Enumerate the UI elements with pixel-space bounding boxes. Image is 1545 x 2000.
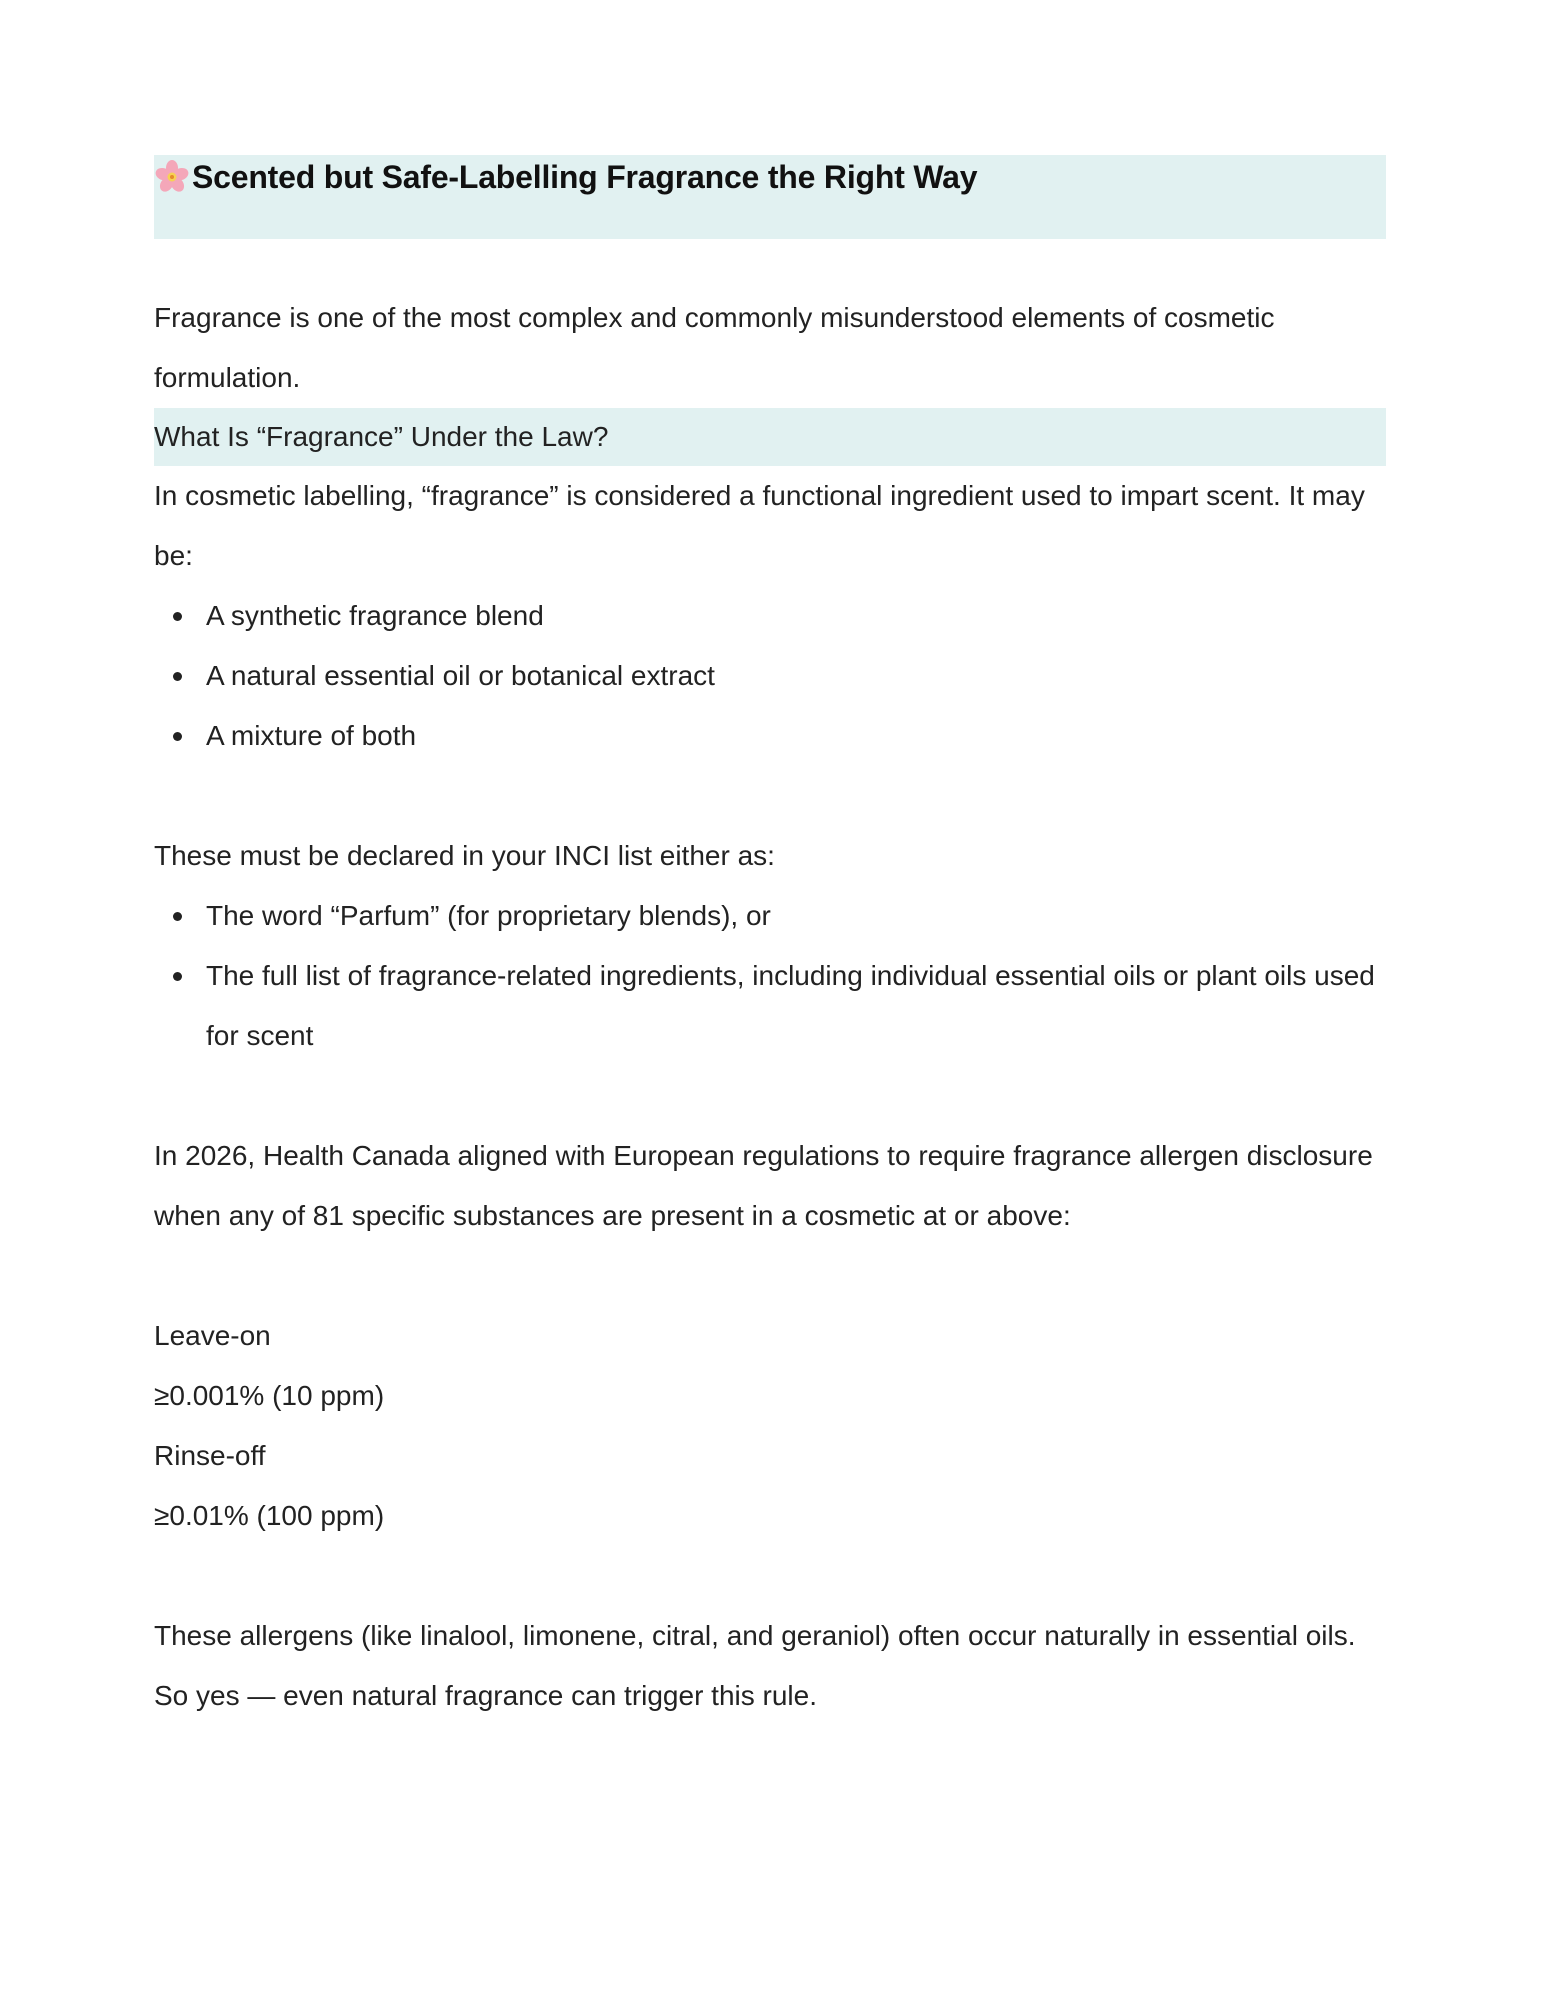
list-item: A natural essential oil or botanical extract [154, 646, 1386, 706]
title-band [154, 155, 1386, 239]
threshold-value-rinse-off: ≥0.01% (100 ppm) [154, 1500, 385, 1531]
list-item: A synthetic fragrance blend [154, 586, 1386, 646]
threshold-label-leave-on: Leave-on [154, 1320, 271, 1351]
declare-options-list [154, 886, 1386, 1066]
threshold-value-leave-on: ≥0.001% (10 ppm) [154, 1380, 385, 1411]
blank-line [154, 1546, 1386, 1606]
blank-line [154, 1246, 1386, 1306]
bullet-icon [173, 612, 182, 621]
regulation-paragraph: In 2026, Health Canada aligned with European regulations to require fragrance allergen disclosure when any of 81 specific substances are present in a cosmetic at or above: [154, 1140, 1373, 1231]
blank-line [154, 1066, 1386, 1126]
declare-intro-paragraph: These must be declared in your INCI list either as: [154, 840, 775, 871]
section-intro-paragraph: In cosmetic labelling, “fragrance” is considered a functional ingredient used to impart scent. It may be: [154, 480, 1365, 571]
section-heading: What Is “Fragrance” Under the Law? [154, 408, 1386, 466]
list-item: A mixture of both [154, 706, 1386, 766]
blank-line [154, 766, 1386, 826]
intro-paragraph: Fragrance is one of the most complex and commonly misunderstood elements of cosmetic formulation. [154, 302, 1275, 393]
bullet-icon [173, 912, 182, 921]
bullet-icon [173, 972, 182, 981]
closing-paragraph: These allergens (like linalool, limonene, citral, and geraniol) often occur naturally in essential oils. So yes — even natural fragrance can trigger this rule. [154, 1620, 1356, 1711]
list-item: The full list of fragrance-related ingredients, including individual essential oils or plant oils used for scent [154, 946, 1386, 1066]
list-item: The word “Parfum” (for proprietary blends), or [154, 886, 1386, 946]
document-page [154, 155, 1386, 1726]
bullet-icon [173, 732, 182, 741]
document-title: Scented but Safe-Labelling Fragrance the Right Way [192, 158, 978, 195]
bullet-icon [173, 672, 182, 681]
threshold-label-rinse-off: Rinse-off [154, 1440, 266, 1471]
fragrance-types-list [154, 586, 1386, 766]
title-row [154, 157, 977, 197]
cherry-blossom-icon [154, 159, 190, 195]
